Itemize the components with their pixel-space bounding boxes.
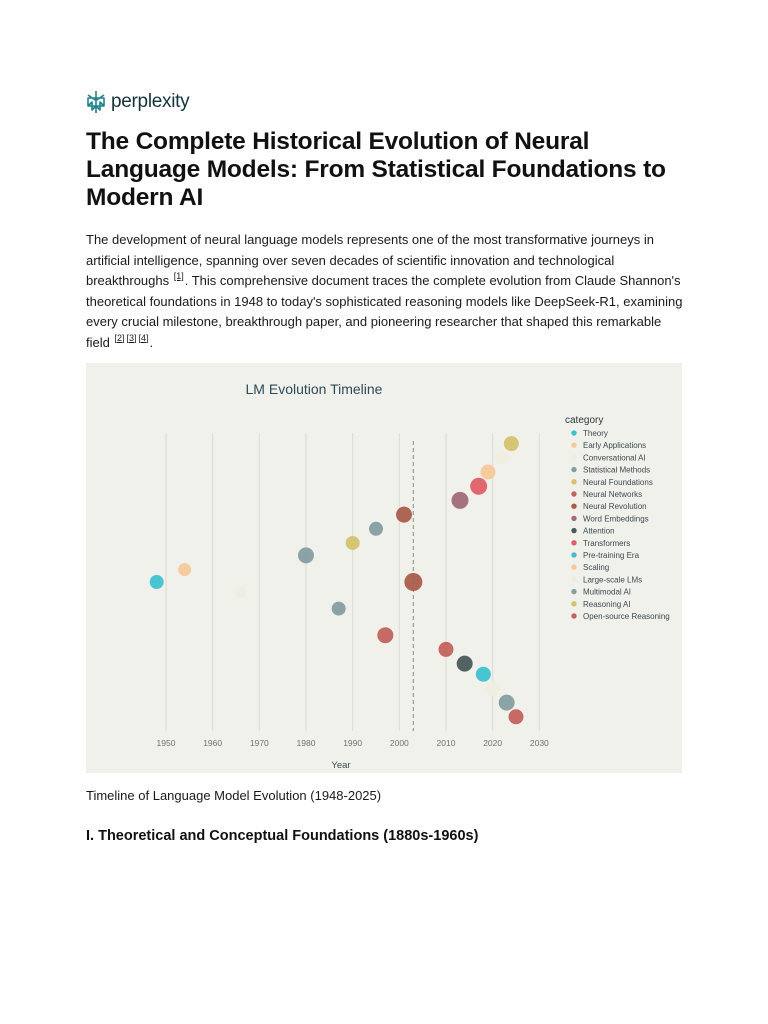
data-point [452,492,469,509]
legend-swatch [571,467,576,472]
section-heading: I. Theoretical and Conceptual Foundations (1880s-1960s) [86,828,479,844]
legend-item: Neural Networks [583,490,643,499]
x-axis-label: Year [331,760,351,771]
citation-link[interactable]: [1] [173,271,184,281]
legend-swatch [571,540,576,545]
legend-item: Multimodal AI [583,587,632,597]
legend-item: Neural Revolution [583,502,647,512]
figure-caption: Timeline of Language Model Evolution (1948-2025) [86,788,382,803]
x-tick-label: 1950 [156,738,176,748]
legend-item: Transformers [583,538,631,548]
data-point [495,451,509,465]
legend-item: Conversational AI [583,453,646,463]
data-point [298,547,314,563]
legend-swatch [571,613,576,618]
brand-name: perplexity [111,91,190,112]
legend-swatch [571,528,576,533]
legend-title: category [565,415,604,426]
chart-title: LM Evolution Timeline [245,381,383,397]
x-tick-label: 2000 [389,738,409,748]
legend-swatch [571,565,576,570]
legend-item: Early Applications [583,441,647,451]
data-point [470,478,487,495]
legend-swatch [571,577,576,582]
x-tick-label: 2020 [483,738,503,748]
legend-item: Neural Foundations [583,477,653,487]
data-point [178,563,191,576]
timeline-figure [86,363,682,773]
data-point [439,642,454,657]
legend-swatch [571,552,576,557]
document-title: The Complete Historical Evolution of Neural Language Models: From Statistical Foundations to Modern AI [86,128,666,211]
data-point [235,587,246,598]
legend-item: Reasoning AI [583,599,631,609]
data-point [150,575,164,589]
legend-item: Attention [583,526,615,536]
legend-item: Pre-training Era [583,551,640,560]
legend-item: Statistical Methods [583,465,651,475]
x-tick-label: 1980 [296,738,316,748]
legend-swatch [571,516,576,521]
legend-swatch [571,443,576,448]
intro-text: . [149,334,154,350]
data-point [332,602,346,616]
x-tick-label: 2030 [529,738,549,748]
x-tick-label: 2010 [436,738,456,748]
intro-text: The development of neural language models represents one of the most transformative journeys in artificial intelligence, spanning over seven decades of scientific innovation and technological breakthroughs [86,232,654,288]
legend-item: Open-source Reasoning [583,612,670,621]
intro-paragraph [86,230,686,353]
data-point [346,536,360,550]
legend-swatch [571,479,576,484]
legend-swatch [571,455,576,460]
data-point [396,507,412,523]
perplexity-logo[interactable] [86,90,189,114]
data-point [369,522,383,536]
legend-swatch [571,504,576,509]
data-point [509,709,524,724]
x-tick-label: 1990 [343,738,363,748]
legend-item: Theory [583,429,608,438]
legend-item: Large-scale LMs [583,575,643,585]
legend-item: Word Embeddings [583,514,649,524]
data-point [499,695,515,711]
citation-link[interactable]: [2] [114,332,125,343]
x-tick-label: 1960 [203,738,223,748]
timeline-chart [86,363,682,773]
data-point [404,573,422,591]
citation-link[interactable]: [4] [138,332,149,343]
data-point [504,436,519,451]
x-tick-label: 1970 [249,738,269,748]
legend-item: Scaling [583,563,610,573]
data-point [377,627,393,643]
legend-swatch [571,589,576,594]
legend-swatch [571,430,576,435]
data-point [485,681,500,696]
perplexity-logo-icon [86,90,106,114]
data-point [481,465,496,480]
data-point [457,656,473,672]
intro-text: . This comprehensive document traces the complete evolution from Claude Shannon's theoretical foundations in 1948 to today's sophisticated reasoning models like DeepSeek-R1, examining every crucial milestone, breakthrough paper, and pioneering researcher that shaped this remarkable field [86,273,683,350]
legend-swatch [571,601,576,606]
data-point [476,667,491,682]
citation-link[interactable]: [3] [126,332,137,343]
legend-swatch [571,491,576,496]
